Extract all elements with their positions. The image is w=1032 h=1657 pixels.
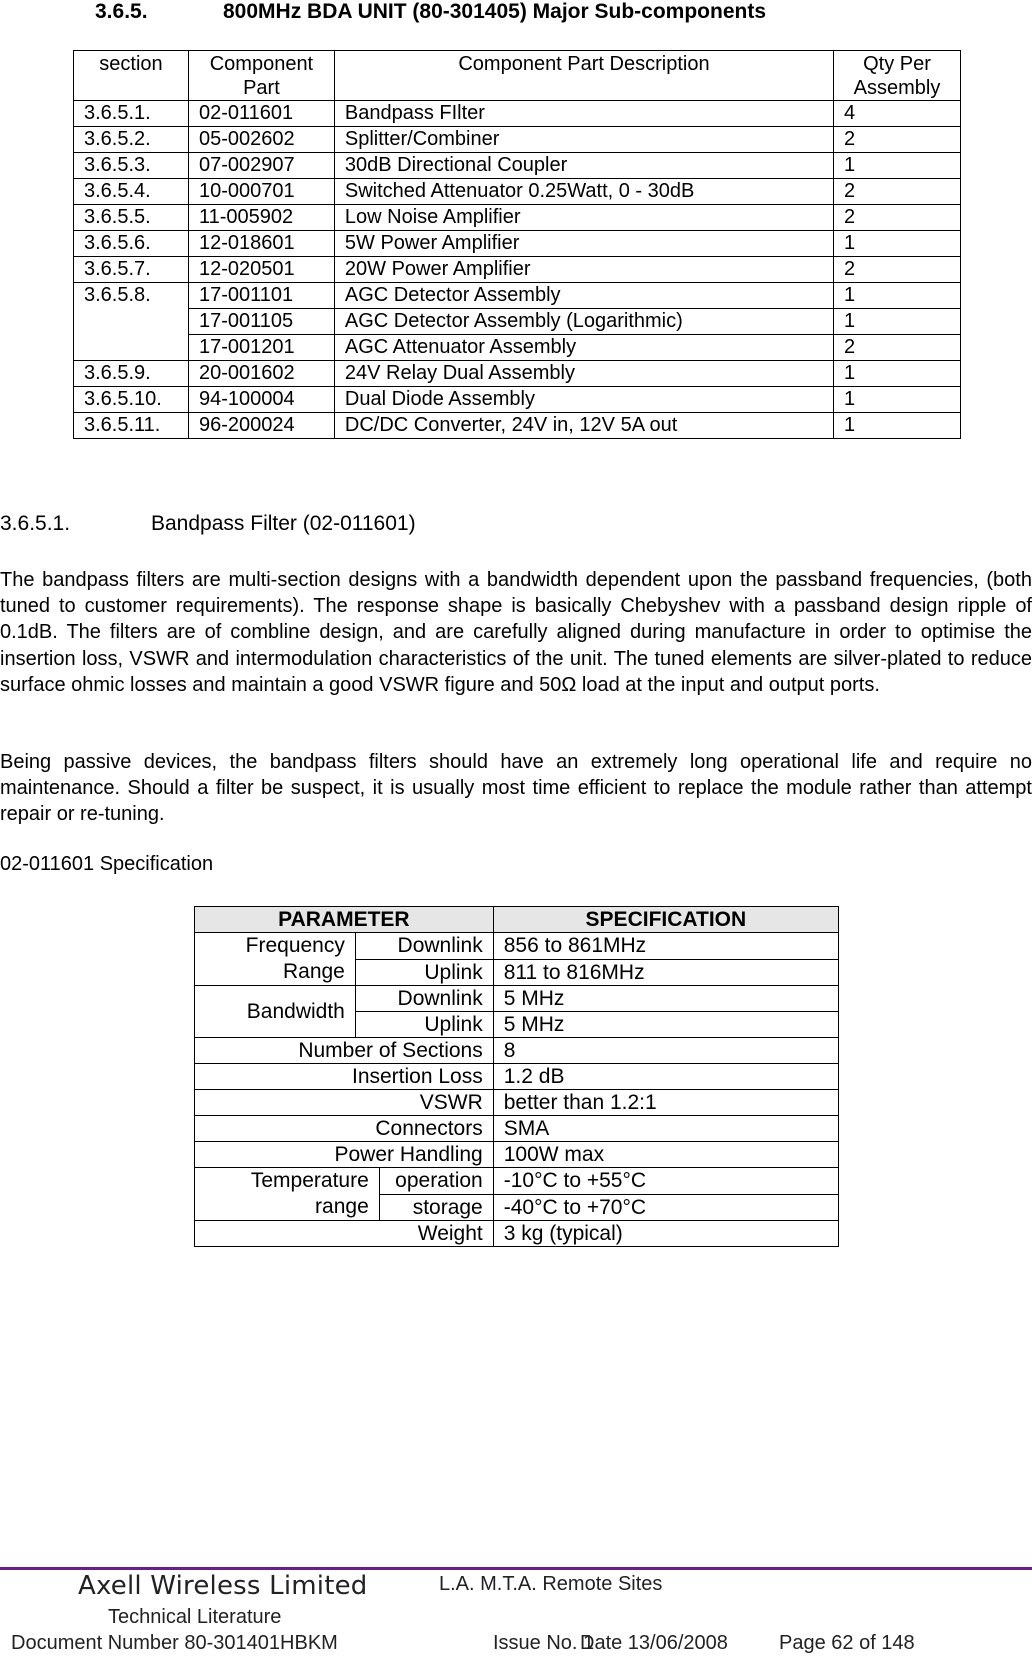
row-description: Dual Diode Assembly	[334, 387, 833, 413]
range-label: Range	[282, 960, 345, 983]
row-qty: 1	[834, 231, 961, 257]
connectors-label: Connectors	[195, 1116, 494, 1142]
row-description: Switched Attenuator 0.25Watt, 0 - 30dB	[334, 179, 833, 205]
footer-date: Date 13/06/2008	[580, 1632, 728, 1654]
row-qty: 1	[834, 153, 961, 179]
row-section: 3.6.5.7.	[74, 257, 189, 283]
footer-company-name: Axell Wireless Limited	[78, 1571, 368, 1601]
subsection-heading	[0, 512, 416, 536]
spec-row	[195, 1168, 839, 1195]
insertion-loss-label: Insertion Loss	[195, 1064, 494, 1090]
row-section: 3.6.5.9.	[74, 361, 189, 387]
connectors-value: SMA	[493, 1116, 838, 1142]
paragraph-description: The bandpass filters are multi-section designs with a bandwidth dependent upon the passband frequencies, (both tuned to customer requirements). The response shape is basically Chebyshev with a passband design ripple of 0.1dB. The filters are of combline design, and are carefully aligned during manufacture in order to optimise the insertion loss, VSWR and intermodulation characteristics of the unit. The tuned elements are silver-plated to reduce surface ohmic losses and maintain a good VSWR figure and 50Ω load at the input and output ports.	[0, 569, 1032, 696]
sections-label: Number of Sections	[195, 1038, 494, 1064]
row-section: 3.6.5.11.	[74, 413, 189, 439]
row-qty: 2	[834, 205, 961, 231]
header-section: section	[74, 51, 189, 101]
spec-row	[195, 1116, 839, 1142]
table-row	[74, 283, 961, 309]
row-part: 02-011601	[188, 101, 334, 127]
row-part: 96-200024	[188, 413, 334, 439]
temp-storage-value: -40°C to +70°C	[493, 1194, 838, 1221]
row-part: 17-001201	[188, 335, 334, 361]
insertion-loss-value: 1.2 dB	[493, 1064, 838, 1090]
temp-storage-label: storage	[379, 1194, 493, 1221]
freq-uplink-value: 811 to 816MHz	[493, 959, 838, 986]
table-row	[74, 179, 961, 205]
freq-downlink-label: Downlink	[355, 933, 493, 960]
temp-operation-label: operation	[379, 1168, 493, 1195]
row-qty: 2	[834, 127, 961, 153]
row-qty: 2	[834, 179, 961, 205]
row-description: Bandpass FIlter	[334, 101, 833, 127]
row-part: 07-002907	[188, 153, 334, 179]
bw-downlink-label: Downlink	[355, 986, 493, 1012]
row-part: 12-018601	[188, 231, 334, 257]
row-qty: 1	[834, 309, 961, 335]
table-row	[74, 101, 961, 127]
table-row	[74, 127, 961, 153]
row-section: 3.6.5.1.	[74, 101, 189, 127]
row-qty: 1	[834, 387, 961, 413]
spec-row	[195, 1038, 839, 1064]
row-part: 94-100004	[188, 387, 334, 413]
row-part: 10-000701	[188, 179, 334, 205]
row-qty: 2	[834, 335, 961, 361]
freq-uplink-label: Uplink	[355, 959, 493, 986]
specification-table	[194, 906, 839, 1247]
temperature-label: Temperature	[250, 1169, 369, 1192]
header-specification: SPECIFICATION	[493, 907, 838, 933]
row-part: 05-002602	[188, 127, 334, 153]
row-qty: 1	[834, 413, 961, 439]
row-section: 3.6.5.4.	[74, 179, 189, 205]
spec-header-row	[195, 907, 839, 933]
table-row	[74, 257, 961, 283]
row-description: 20W Power Amplifier	[334, 257, 833, 283]
row-description: 24V Relay Dual Assembly	[334, 361, 833, 387]
power-handling-value: 100W max	[493, 1142, 838, 1168]
row-description: Low Noise Amplifier	[334, 205, 833, 231]
footer-document-number: Document Number 80-301401HBKM	[11, 1632, 338, 1654]
row-part: 20-001602	[188, 361, 334, 387]
spec-row	[195, 1064, 839, 1090]
frequency-label: Frequency	[245, 934, 345, 957]
footer-page-number: Page 62 of 148	[779, 1632, 915, 1654]
row-description: AGC Detector Assembly (Logarithmic)	[334, 309, 833, 335]
row-section: 3.6.5.2.	[74, 127, 189, 153]
table-row	[74, 309, 961, 335]
row-section: 3.6.5.6.	[74, 231, 189, 257]
row-description: AGC Attenuator Assembly	[334, 335, 833, 361]
subsection-title: Bandpass Filter (02-011601)	[151, 512, 416, 535]
table-row	[74, 361, 961, 387]
row-part: 12-020501	[188, 257, 334, 283]
frequency-range-label	[195, 933, 356, 986]
footer-issue-number: Issue No. 1	[493, 1632, 595, 1654]
spec-label: 02-011601 Specification	[0, 853, 214, 875]
sub-components-table	[73, 50, 961, 439]
section-heading	[95, 0, 766, 24]
bw-downlink-value: 5 MHz	[493, 986, 838, 1012]
footer-technical-literature: Technical Literature	[108, 1606, 282, 1628]
paragraph-maintenance: Being passive devices, the bandpass filters should have an extremely long operational life and require no maintenance. Should a filter be suspect, it is usually most time efficient to replace the module rather than attempt repair or re-tuning.	[0, 751, 1032, 826]
weight-value: 3 kg (typical)	[493, 1221, 838, 1247]
row-description: DC/DC Converter, 24V in, 12V 5A out	[334, 413, 833, 439]
spec-row	[195, 933, 839, 960]
table-row	[74, 205, 961, 231]
spec-row	[195, 1142, 839, 1168]
row-qty: 2	[834, 257, 961, 283]
section-number: 3.6.5.	[95, 0, 148, 23]
spec-row	[195, 1221, 839, 1247]
row-section: 3.6.5.5.	[74, 205, 189, 231]
power-handling-label: Power Handling	[195, 1142, 494, 1168]
header-description: Component Part Description	[334, 51, 833, 101]
table-row	[74, 387, 961, 413]
bw-uplink-label: Uplink	[355, 1012, 493, 1038]
weight-label: Weight	[195, 1221, 494, 1247]
footer-site-name: L.A. M.T.A. Remote Sites	[439, 1573, 663, 1595]
section-title: 800MHz BDA UNIT (80-301405) Major Sub-components	[223, 0, 766, 23]
header-component-part: Component Part	[188, 51, 334, 101]
header-qty: Qty Per Assembly	[834, 51, 961, 101]
row-section: 3.6.5.10.	[74, 387, 189, 413]
row-section: 3.6.5.8.	[74, 283, 189, 361]
temp-range-label: range	[315, 1195, 369, 1218]
bandwidth-label: Bandwidth	[195, 986, 356, 1038]
freq-downlink-value: 856 to 861MHz	[493, 933, 838, 960]
row-part: 17-001105	[188, 309, 334, 335]
row-description: 5W Power Amplifier	[334, 231, 833, 257]
row-description: AGC Detector Assembly	[334, 283, 833, 309]
table-row	[74, 231, 961, 257]
temperature-range-label	[195, 1168, 380, 1221]
vswr-value: better than 1.2:1	[493, 1090, 838, 1116]
row-part: 17-001101	[188, 283, 334, 309]
row-description: 30dB Directional Coupler	[334, 153, 833, 179]
row-description: Splitter/Combiner	[334, 127, 833, 153]
table-header-row	[74, 51, 961, 101]
subsection-number: 3.6.5.1.	[0, 512, 71, 535]
table-row	[74, 153, 961, 179]
table-row	[74, 413, 961, 439]
footer-rule	[0, 1567, 1032, 1570]
spec-row	[195, 1090, 839, 1116]
row-qty: 4	[834, 101, 961, 127]
spec-row	[195, 986, 839, 1012]
row-qty: 1	[834, 283, 961, 309]
row-qty: 1	[834, 361, 961, 387]
vswr-label: VSWR	[195, 1090, 494, 1116]
temp-operation-value: -10°C to +55°C	[493, 1168, 838, 1195]
row-part: 11-005902	[188, 205, 334, 231]
sections-value: 8	[493, 1038, 838, 1064]
row-section: 3.6.5.3.	[74, 153, 189, 179]
header-parameter: PARAMETER	[195, 907, 494, 933]
bw-uplink-value: 5 MHz	[493, 1012, 838, 1038]
table-row	[74, 335, 961, 361]
